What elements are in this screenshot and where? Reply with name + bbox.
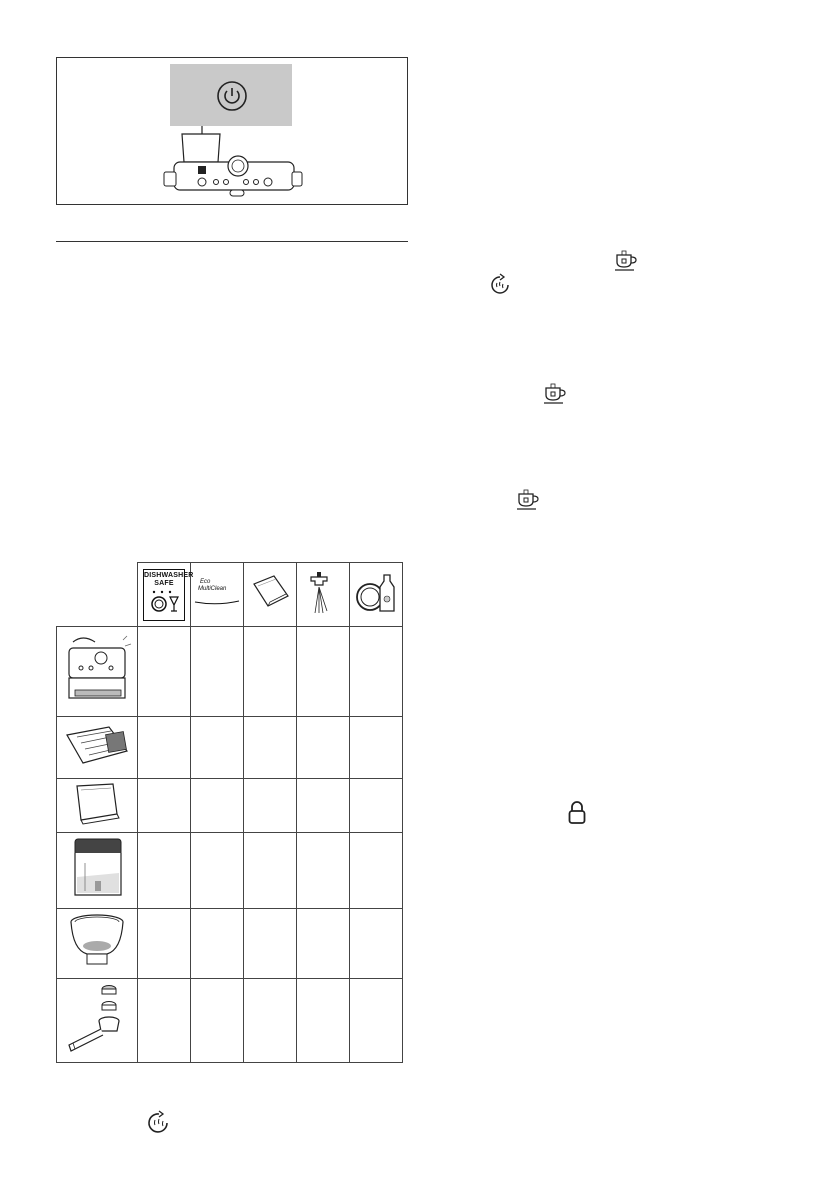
dishwasher-safe-icon bbox=[143, 569, 194, 621]
row-image-cell bbox=[57, 627, 138, 717]
table-cell bbox=[297, 833, 350, 909]
table-cell bbox=[244, 627, 297, 717]
row-image-cell bbox=[57, 909, 138, 979]
cloth-icon bbox=[248, 570, 292, 614]
table-cell bbox=[297, 627, 350, 717]
table-row bbox=[57, 909, 403, 979]
steam-rinse-icon bbox=[488, 273, 512, 297]
dishwasher-label: DISHWASHER bbox=[144, 571, 194, 579]
table-cell bbox=[297, 979, 350, 1063]
eco-underline-glyph bbox=[194, 598, 240, 606]
section-divider bbox=[56, 241, 408, 242]
table-cell bbox=[191, 779, 244, 833]
power-icon bbox=[216, 80, 248, 112]
dish-soap-icon bbox=[352, 567, 400, 617]
table-row bbox=[57, 717, 403, 779]
drip-tray-icon bbox=[61, 721, 133, 769]
table-cell bbox=[191, 909, 244, 979]
header-cell-dish-soap bbox=[350, 563, 403, 627]
table-cell bbox=[350, 627, 403, 717]
table-cell bbox=[191, 979, 244, 1063]
dish-glass-glyph bbox=[146, 588, 182, 616]
table-cell bbox=[138, 627, 191, 717]
tea-cup-icon bbox=[516, 489, 540, 511]
table-cell bbox=[138, 717, 191, 779]
table-cell bbox=[244, 979, 297, 1063]
safe-label: SAFE bbox=[154, 579, 174, 587]
row-image-cell bbox=[57, 833, 138, 909]
header-cell-cloth bbox=[244, 563, 297, 627]
cleaning-matrix-table bbox=[56, 562, 403, 1063]
table-row bbox=[57, 779, 403, 833]
table-cell bbox=[350, 979, 403, 1063]
table-cell bbox=[297, 909, 350, 979]
row-image-cell bbox=[57, 779, 138, 833]
header-cell-eco-multiclean bbox=[191, 563, 244, 627]
steam-rinse-icon bbox=[146, 1110, 172, 1136]
espresso-machine-front-illustration bbox=[160, 126, 310, 202]
table-cell bbox=[138, 779, 191, 833]
table-corner-cell bbox=[57, 563, 138, 627]
tea-cup-icon bbox=[543, 383, 567, 405]
table-row bbox=[57, 833, 403, 909]
table-cell bbox=[244, 909, 297, 979]
table-cell bbox=[191, 717, 244, 779]
header-cell-water bbox=[297, 563, 350, 627]
table-cell bbox=[191, 627, 244, 717]
table-row bbox=[57, 979, 403, 1063]
running-water-icon bbox=[303, 567, 343, 617]
table-cell bbox=[244, 779, 297, 833]
table-header-row bbox=[57, 563, 403, 627]
table-cell bbox=[350, 717, 403, 779]
lock-icon bbox=[566, 799, 588, 825]
table-cell bbox=[138, 833, 191, 909]
table-cell bbox=[191, 833, 244, 909]
table-cell bbox=[297, 779, 350, 833]
portafilter-icon bbox=[61, 979, 133, 1057]
tea-cup-icon bbox=[614, 250, 638, 272]
row-image-cell bbox=[57, 979, 138, 1063]
drip-tray-cover-icon bbox=[67, 780, 127, 826]
table-row bbox=[57, 627, 403, 717]
header-cell-dishwasher bbox=[138, 563, 194, 627]
table-cell bbox=[244, 717, 297, 779]
table-cell bbox=[350, 909, 403, 979]
table-cell bbox=[350, 833, 403, 909]
espresso-machine-icon bbox=[61, 630, 133, 708]
multiclean-label: MultiClean bbox=[198, 585, 227, 592]
bean-hopper-icon bbox=[65, 910, 129, 972]
row-image-cell bbox=[57, 717, 138, 779]
eco-multiclean-icon bbox=[194, 579, 240, 611]
table-cell bbox=[138, 909, 191, 979]
table-cell bbox=[138, 979, 191, 1063]
table-cell bbox=[350, 779, 403, 833]
eco-label: Eco bbox=[200, 578, 211, 585]
water-tank-icon bbox=[65, 833, 129, 903]
table-cell bbox=[297, 717, 350, 779]
table-cell bbox=[244, 833, 297, 909]
